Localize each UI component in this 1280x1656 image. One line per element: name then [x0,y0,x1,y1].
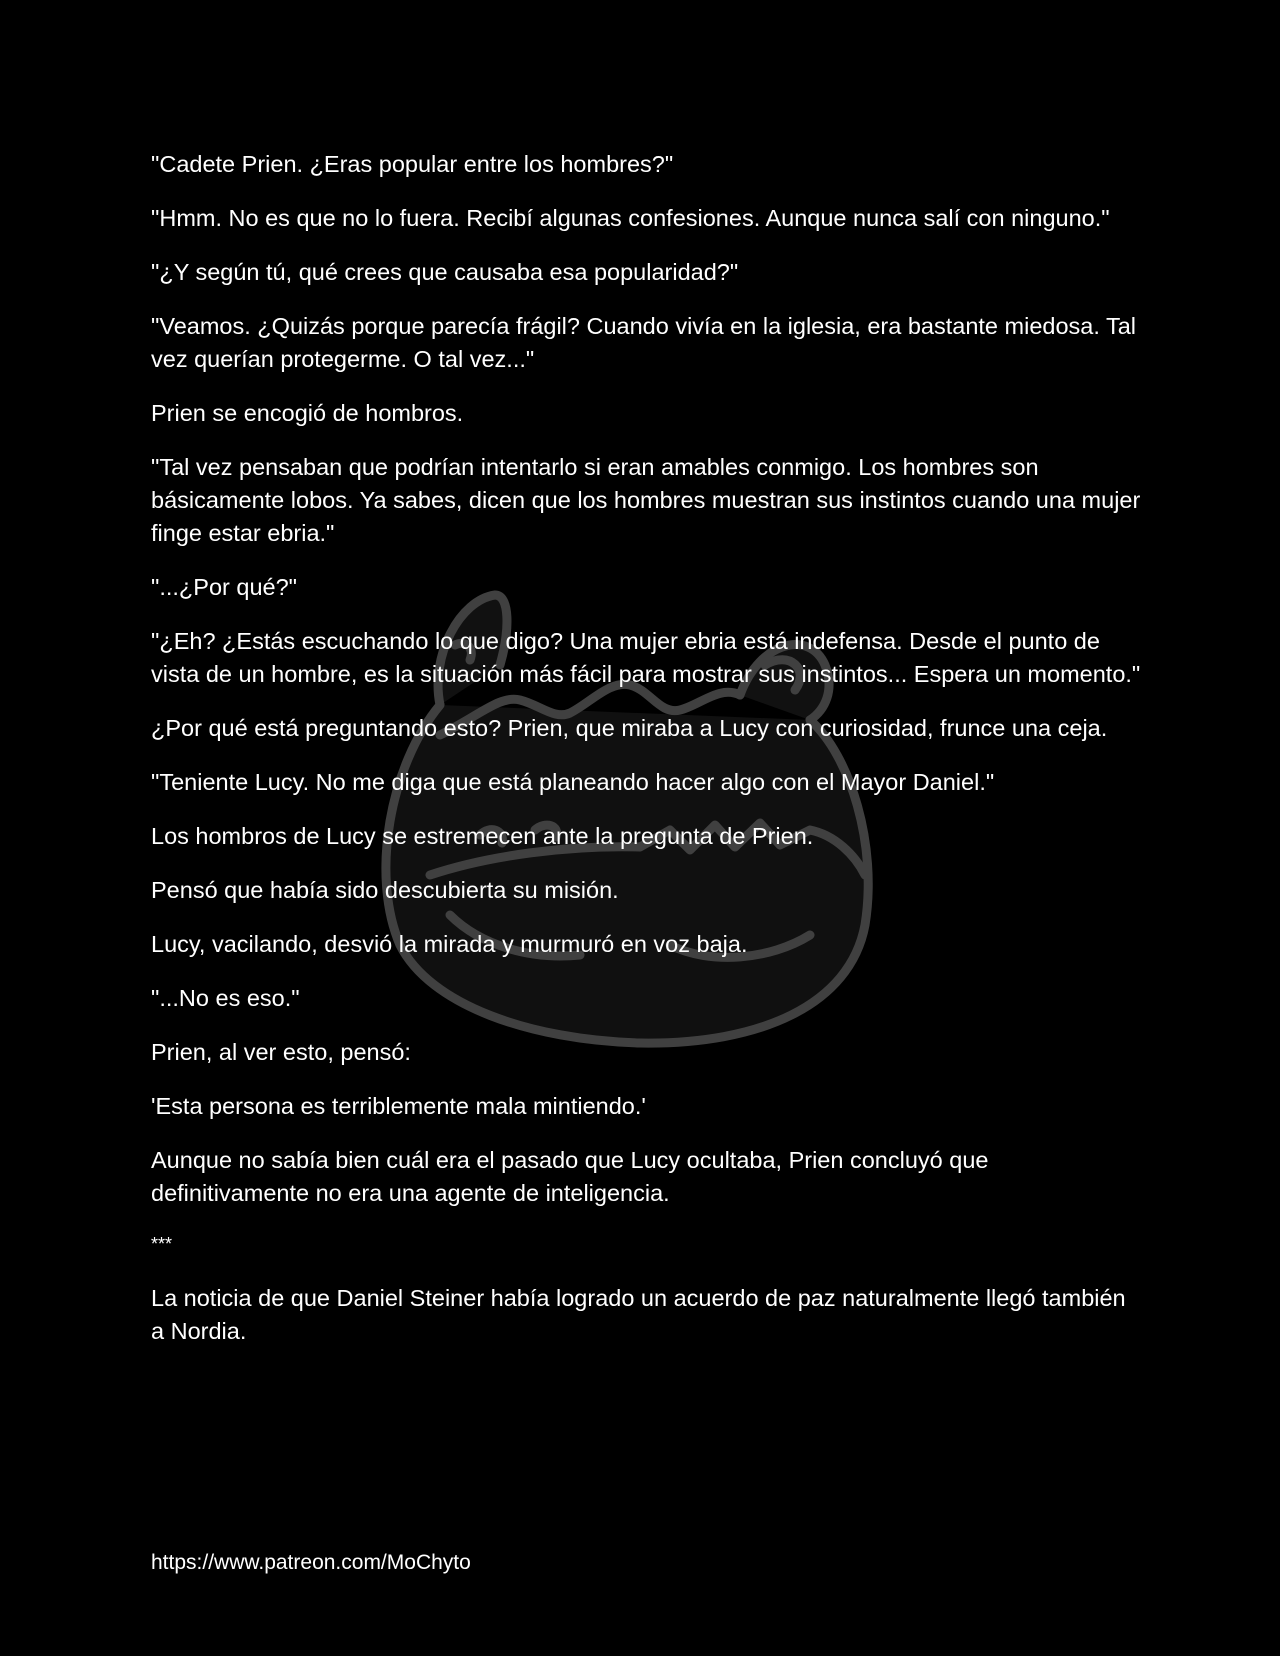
paragraph: 'Esta persona es terriblemente mala mintiendo.' [151,1093,646,1119]
paragraph: "¿Eh? ¿Estás escuchando lo que digo? Una mujer ebria está indefensa. Desde el punto de vista de un hombre, es la situación más fácil para mostrar sus instintos... Espera un momento." [151,628,1141,687]
patreon-link[interactable]: https://www.patreon.com/MoChyto [151,1551,471,1574]
paragraph: Prien, al ver esto, pensó: [151,1039,411,1065]
paragraph: "Hmm. No es que no lo fuera. Recibí algunas confesiones. Aunque nunca salí con ninguno." [151,205,1110,231]
paragraph: Prien se encogió de hombros. [151,400,464,426]
paragraph: Lucy, vacilando, desvió la mirada y murmuró en voz baja. [151,931,748,957]
paragraph: "Tal vez pensaban que podrían intentarlo si eran amables conmigo. Los hombres son básicamente lobos. Ya sabes, dicen que los hombres muestran sus instintos cuando una mujer finge estar ebria." [151,454,1141,546]
paragraph: "Teniente Lucy. No me diga que está planeando hacer algo con el Mayor Daniel." [151,769,995,795]
paragraph: Los hombros de Lucy se estremecen ante la pregunta de Prien. [151,823,814,849]
paragraph: "Cadete Prien. ¿Eras popular entre los hombres?" [151,151,674,177]
paragraph: "...¿Por qué?" [151,574,298,600]
paragraph: ¿Por qué está preguntando esto? Prien, que miraba a Lucy con curiosidad, frunce una ceja. [151,715,1108,741]
paragraph: La noticia de que Daniel Steiner había logrado un acuerdo de paz naturalmente llegó también a Nordia. [151,1285,1126,1344]
paragraph: Aunque no sabía bien cuál era el pasado que Lucy ocultaba, Prien concluyó que definitivamente no era una agente de inteligencia. [151,1147,989,1206]
paragraph: "¿Y según tú, qué crees que causaba esa popularidad?" [151,259,739,285]
paragraph: "Veamos. ¿Quizás porque parecía frágil? Cuando vivía en la iglesia, era bastante miedosa. Tal vez querían protegerme. O tal vez..." [151,313,1137,372]
document-body [151,148,1141,1369]
paragraph: "...No es eso." [151,985,300,1011]
paragraph: Pensó que había sido descubierta su misión. [151,877,619,903]
section-separator: *** [151,1234,173,1254]
